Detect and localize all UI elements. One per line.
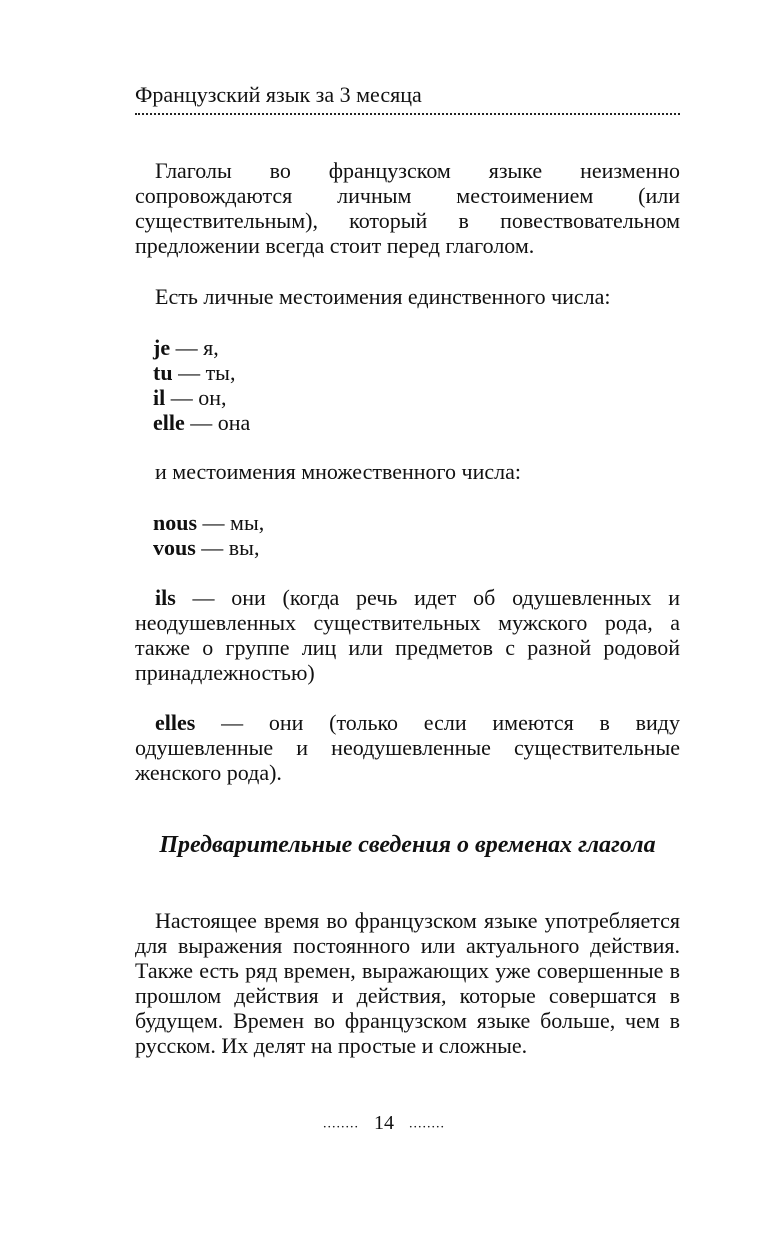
page-number: 14 xyxy=(374,1112,394,1134)
pronoun-fr: elles xyxy=(155,710,196,735)
paragraph-elles xyxy=(135,710,680,785)
pronoun-ru: — вы, xyxy=(195,535,260,560)
pronoun-ru: — ты, xyxy=(172,360,236,385)
list-item xyxy=(153,535,680,560)
page-footer xyxy=(0,1112,768,1135)
list-item xyxy=(153,335,680,360)
footer-dots-left: ........ xyxy=(323,1116,359,1132)
paragraph-text: и местоимения множественного числа: xyxy=(155,459,521,484)
list-item xyxy=(153,510,680,535)
pronoun-ru: — я, xyxy=(170,335,219,360)
section-heading: Предварительные сведения о временах глагола xyxy=(159,832,656,858)
footer-dots-right: ........ xyxy=(409,1116,445,1132)
pronoun-fr: nous xyxy=(153,510,198,535)
pronoun-fr: il xyxy=(153,385,166,410)
pronoun-ru: — они (только если имеются в виду одушевленные и неодушевленные существительные женского рода). xyxy=(135,710,680,785)
paragraph-singular-intro xyxy=(135,284,680,309)
paragraph-plural-intro xyxy=(135,459,680,484)
pronoun-fr: vous xyxy=(153,535,196,560)
paragraph-text: Есть личные местоимения единственного числа: xyxy=(155,284,611,309)
paragraph-tenses xyxy=(135,908,680,1058)
pronoun-ru: — мы, xyxy=(197,510,265,535)
pronoun-ru: — он, xyxy=(165,385,227,410)
plural-pronoun-list xyxy=(135,510,680,560)
paragraph-text: Глаголы во французском языке неизменно сопровождаются личным местоимением (или существительным), который в повествовательном предложении всегда стоит перед глаголом. xyxy=(135,158,680,258)
list-item xyxy=(153,410,680,435)
running-head: Французский язык за 3 месяца xyxy=(135,82,422,107)
singular-pronoun-list xyxy=(135,335,680,435)
pronoun-ru: — она xyxy=(184,410,251,435)
paragraph-ils xyxy=(135,585,680,685)
paragraph-text: Настоящее время во французском языке употребляется для выражения постоянного или актуального действия. Также есть ряд времен, выражающих уже совершенные в прошлом действия и действия, которые совершатся в будущем. Времен во французском языке больше, чем в русском. Их делят на простые и сложные. xyxy=(135,908,680,1058)
pronoun-fr: elle xyxy=(153,410,185,435)
list-item xyxy=(153,360,680,385)
pronoun-ru: — они (когда речь идет об одушевленных и неодушевленных существительных мужского рода, а также о группе лиц или предметов с разной родовой принадлежностью) xyxy=(135,585,680,685)
pronoun-fr: je xyxy=(153,335,171,360)
paragraph-verbs-intro xyxy=(135,158,680,258)
pronoun-fr: tu xyxy=(153,360,173,385)
header-dotted-rule xyxy=(135,113,680,115)
pronoun-fr: ils xyxy=(155,585,176,610)
list-item xyxy=(153,385,680,410)
